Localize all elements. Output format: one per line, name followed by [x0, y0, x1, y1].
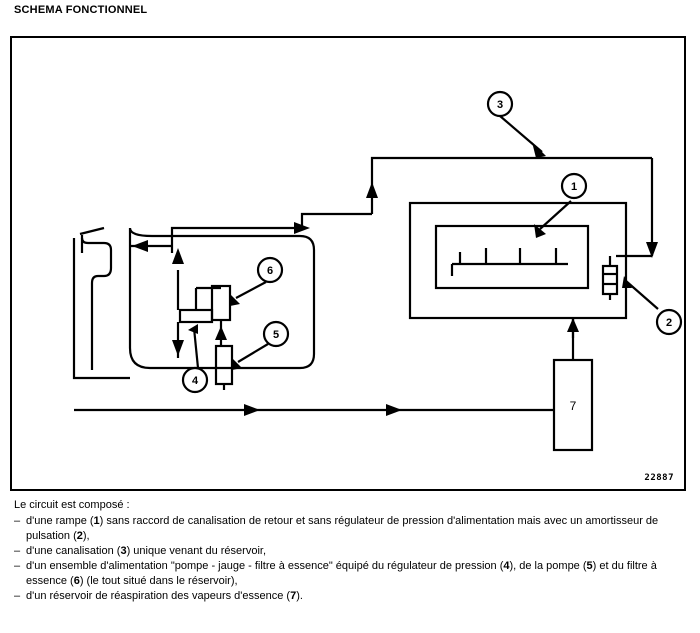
arrow-bottom-2 [386, 404, 402, 416]
callout-bubbles [183, 92, 681, 413]
diagram-frame [10, 36, 686, 491]
tank-filler-pipe [92, 243, 111, 370]
arrow-bottom-1 [244, 404, 260, 416]
legend-list [14, 514, 686, 604]
page-title: SCHEMA FONCTIONNEL [14, 4, 148, 16]
pressure-regulator-body [180, 310, 212, 322]
callout-label-6: 6 [266, 265, 274, 277]
callout-label-3: 3 [496, 99, 504, 111]
leader-arrow-3 [532, 142, 546, 158]
legend-dash: – [14, 515, 21, 527]
diagram-reference-code: 22887 [644, 473, 674, 483]
arrow-pump-out [215, 326, 227, 340]
legend-text: d'une canalisation (3) unique venant du réservoir, [26, 545, 266, 557]
legend-text: d'un réservoir de réaspiration des vapeurs d'essence (7). [26, 590, 303, 602]
arrow-supply-up [366, 182, 378, 198]
engine-outer-box [410, 203, 626, 318]
arrow-reg-out [172, 340, 184, 356]
legend-text: d'une rampe (1) sans raccord de canalisation de retour et sans régulateur de pression d'alimentation mais avec un amortisseur de pulsation (2), [26, 515, 659, 542]
pulsation-damper-body [603, 266, 617, 294]
fuel-pump-body [216, 346, 232, 384]
callout-label-2: 2 [665, 317, 673, 329]
leader-4 [194, 328, 198, 368]
flow-arrows [132, 182, 658, 416]
callout-label-4: 4 [191, 375, 199, 387]
fuel-system-schematic [12, 38, 684, 489]
tank-neck-top [82, 235, 98, 243]
list-item [14, 589, 686, 604]
arrow-reg-in [172, 248, 184, 264]
list-item [14, 514, 686, 544]
supply-line-left [172, 214, 372, 236]
callout-label-5: 5 [272, 329, 280, 341]
supply-line-top [372, 158, 652, 214]
tank-cap [80, 228, 104, 234]
leader-5 [238, 344, 268, 362]
canister-label: 7 [569, 399, 577, 413]
legend-text: d'un ensemble d'alimentation "pompe - jauge - filtre à essence" équipé du régulateur de pression (4), de la pompe (5) et du filtre à essence (6) (le tout situé dans le réservoir), [26, 560, 657, 587]
list-item [14, 559, 686, 589]
arrow-canister-up [567, 318, 579, 332]
leader-arrow-4 [188, 324, 198, 334]
legend-dash: – [14, 560, 21, 572]
fuel-filter-body [212, 286, 230, 320]
list-item [14, 544, 686, 559]
tank-neck-left [74, 238, 130, 378]
leader-1 [540, 201, 571, 229]
leader-6 [236, 282, 266, 298]
legend-dash: – [14, 590, 21, 602]
leader-2 [626, 281, 658, 309]
legend-dash: – [14, 545, 21, 557]
injector-rail-box [436, 226, 588, 288]
arrow-vapour-left [132, 240, 148, 252]
legend-block [14, 498, 686, 604]
callout-label-1: 1 [570, 181, 578, 193]
legend-lead: Le circuit est composé : [14, 499, 130, 511]
